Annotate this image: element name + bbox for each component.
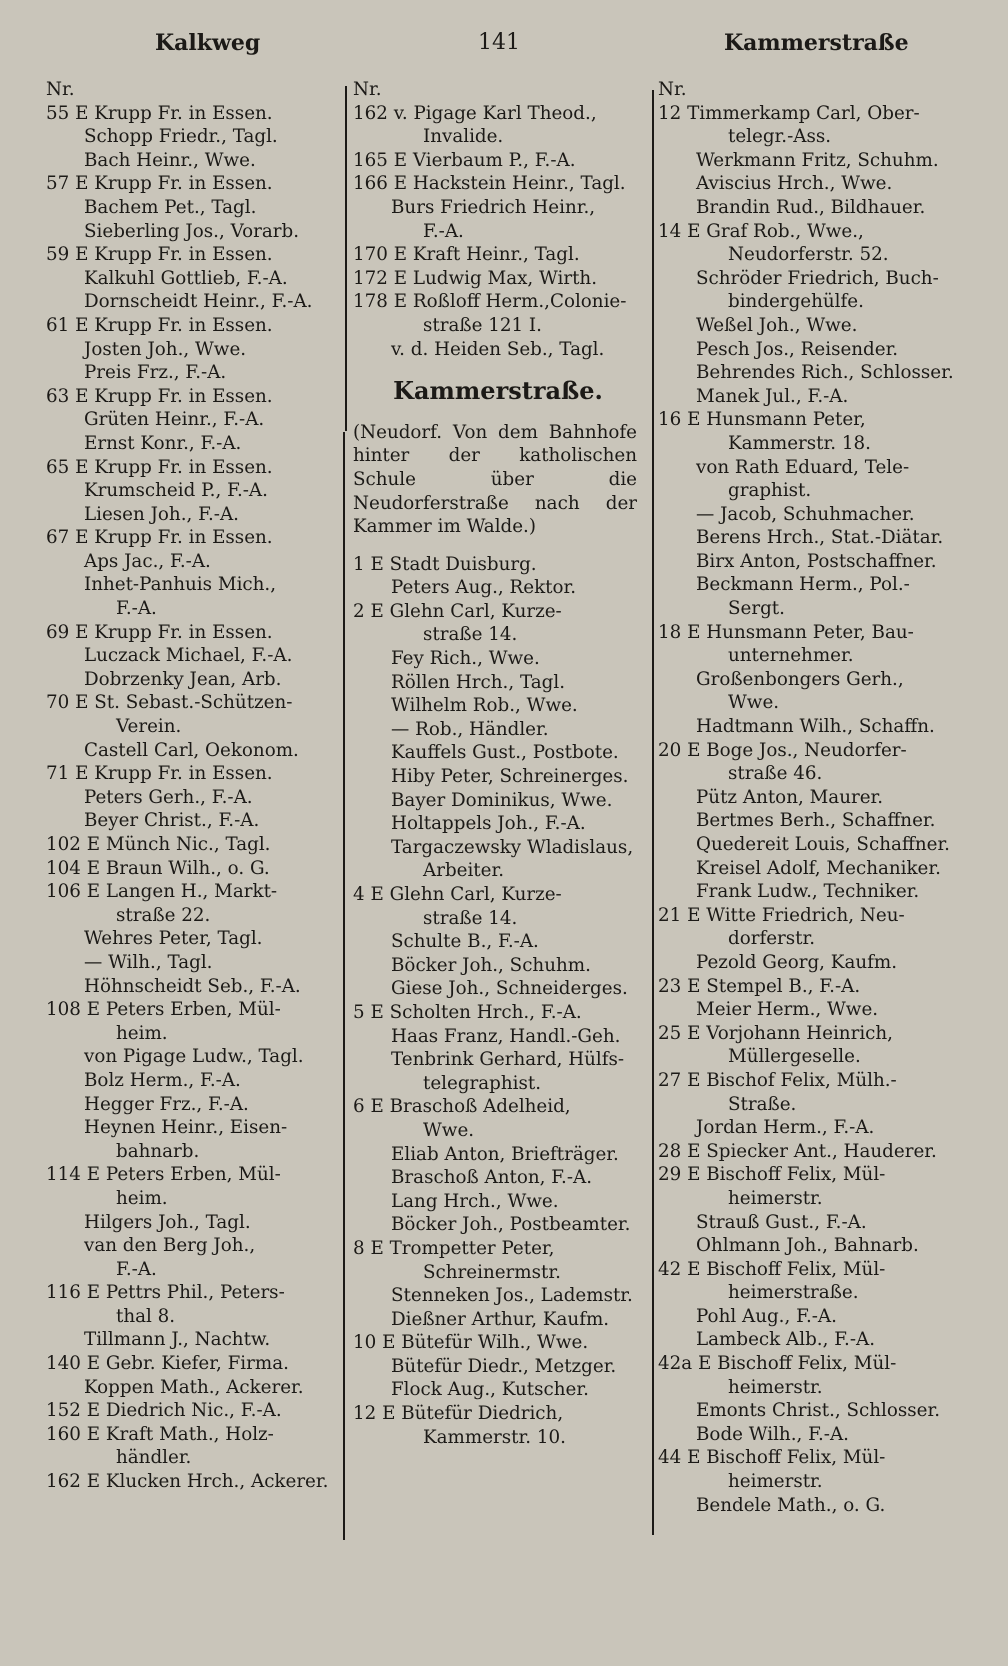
resident-entry: Kalkuhl Gottlieb, F.-A.: [84, 267, 288, 289]
resident-entry: graphist.: [728, 480, 812, 502]
resident-entry: bindergehülfe.: [728, 291, 864, 313]
resident-entry: Pütz Anton, Maurer.: [696, 786, 884, 808]
house-entry: 116 E Pettrs Phil., Peters-: [46, 1282, 285, 1304]
resident-entry: Hegger Frz., F.-A.: [84, 1093, 249, 1115]
resident-entry: Hadtmann Wilh., Schaffn.: [696, 716, 935, 738]
resident-entry: Bach Heinr., Wwe.: [84, 149, 256, 171]
resident-entry: Schreinermstr.: [423, 1261, 561, 1283]
page-number: 141: [478, 30, 520, 55]
resident-entry: Kreisel Adolf, Mechaniker.: [696, 857, 941, 879]
column-3: [658, 78, 954, 1517]
resident-entry: Fey Rich., Wwe.: [391, 648, 540, 670]
resident-entry: Flock Aug., Kutscher.: [391, 1379, 589, 1401]
resident-entry: Josten Joh., Wwe.: [84, 338, 247, 360]
house-entry: 178 E Roßloff Herm.,Colonie-: [353, 291, 627, 313]
resident-entry: Weßel Joh., Wwe.: [696, 314, 858, 336]
resident-entry: Strauß Gust., F.-A.: [696, 1211, 867, 1233]
resident-entry: Aps Jac., F.-A.: [84, 550, 211, 572]
house-entry: 160 E Kraft Math., Holz-: [46, 1423, 274, 1445]
house-entry: 55 E Krupp Fr. in Essen.: [46, 102, 273, 124]
house-entry: 108 E Peters Erben, Mül-: [46, 999, 281, 1021]
resident-entry: Schulte B., F.-A.: [391, 931, 539, 953]
resident-entry: Bode Wilh., F.-A.: [696, 1423, 849, 1445]
resident-entry: Beckmann Herm., Pol.-: [696, 574, 910, 596]
section-title: Kammerstraße.: [393, 376, 603, 406]
resident-entry: Röllen Hrch., Tagl.: [391, 671, 566, 693]
column-1: [46, 78, 336, 1494]
resident-entry: heimerstr.: [728, 1187, 823, 1209]
column-heading: Nr.: [658, 79, 687, 100]
resident-entry: Brandin Rud., Bildhauer.: [696, 196, 926, 218]
resident-entry: Pesch Jos., Reisender.: [696, 338, 899, 360]
resident-entry: Wilhelm Rob., Wwe.: [391, 695, 578, 717]
resident-entry: Eliab Anton, Briefträger.: [391, 1143, 619, 1165]
resident-entry: Luczack Michael, F.-A.: [84, 645, 293, 667]
house-entry: 162 v. Pigage Karl Theod.,: [353, 102, 597, 124]
resident-entry: straße 46.: [728, 763, 823, 785]
resident-entry: Lambeck Alb., F.-A.: [696, 1329, 876, 1351]
resident-entry: Stenneken Jos., Lademstr.: [391, 1285, 633, 1307]
resident-entry: thal 8.: [116, 1305, 176, 1327]
resident-entry: heim.: [116, 1187, 168, 1209]
resident-entry: Holtappels Joh., F.-A.: [391, 813, 586, 835]
house-entry: 16 E Hunsmann Peter,: [658, 409, 866, 431]
house-entry: 12 Timmerkamp Carl, Ober-: [658, 102, 920, 124]
house-entry: 1 E Stadt Duisburg.: [353, 553, 537, 575]
resident-entry: Peters Aug., Rektor.: [391, 577, 577, 599]
resident-entry: Tenbrink Gerhard, Hülfs-: [391, 1049, 625, 1071]
resident-entry: Koppen Math., Ackerer.: [84, 1376, 304, 1398]
resident-entry: bahnarb.: [116, 1140, 200, 1162]
resident-entry: Bayer Dominikus, Wwe.: [391, 789, 613, 811]
resident-entry: Böcker Joh., Schuhm.: [391, 954, 591, 976]
resident-entry: Böcker Joh., Postbeamter.: [391, 1214, 631, 1236]
house-entry: 63 E Krupp Fr. in Essen.: [46, 385, 273, 407]
column-divider: [343, 432, 345, 1540]
resident-entry: Tillmann J., Nachtw.: [84, 1329, 271, 1351]
resident-entry: Peters Gerh., F.-A.: [84, 786, 253, 808]
resident-entry: Pezold Georg, Kaufm.: [696, 951, 898, 973]
resident-entry: straße 121 I.: [423, 314, 542, 336]
resident-entry: telegraphist.: [423, 1072, 542, 1094]
resident-entry: Wwe.: [423, 1119, 475, 1141]
resident-entry: — Wilh., Tagl.: [84, 951, 213, 973]
house-entry: 5 E Scholten Hrch., F.-A.: [353, 1001, 582, 1023]
resident-entry: Dornscheidt Heinr., F.-A.: [84, 291, 313, 313]
resident-entry: Krumscheid P., F.-A.: [84, 480, 268, 502]
resident-entry: dorferstr.: [728, 928, 816, 950]
column-2-top-entries: [353, 78, 643, 361]
resident-entry: Aviscius Hrch., Wwe.: [696, 173, 893, 195]
resident-entry: Manek Jul., F.-A.: [696, 385, 849, 407]
house-entry: 172 E Ludwig Max, Wirth.: [353, 267, 598, 289]
resident-entry: van den Berg Joh.,: [84, 1235, 256, 1257]
resident-entry: Höhnscheidt Seb., F.-A.: [84, 975, 301, 997]
resident-entry: F.-A.: [116, 1258, 157, 1280]
resident-entry: Hilgers Joh., Tagl.: [84, 1211, 251, 1233]
house-entry: 12 E Bütefür Diedrich,: [353, 1403, 564, 1425]
resident-entry: Sergt.: [728, 598, 785, 620]
resident-entry: Kauffels Gust., Postbote.: [391, 742, 619, 764]
house-entry: 44 E Bischoff Felix, Mül-: [658, 1447, 886, 1469]
house-entry: 106 E Langen H., Markt-: [46, 881, 278, 903]
resident-entry: Straße.: [728, 1093, 797, 1115]
running-head-left: Kalkweg: [155, 30, 261, 56]
resident-entry: Schopp Friedr., Tagl.: [84, 126, 278, 148]
resident-entry: heimerstr.: [728, 1376, 823, 1398]
resident-entry: Bolz Herm., F.-A.: [84, 1069, 241, 1091]
resident-entry: Inhet-Panhuis Mich.,: [84, 574, 277, 596]
house-entry: 10 E Bütefür Wilh., Wwe.: [353, 1332, 589, 1354]
resident-entry: Bütefür Diedr., Metzger.: [391, 1355, 617, 1377]
resident-entry: Dobrzenky Jean, Arb.: [84, 668, 282, 690]
resident-entry: heimerstraße.: [728, 1282, 859, 1304]
resident-entry: von Pigage Ludw., Tagl.: [84, 1046, 304, 1068]
resident-entry: Berens Hrch., Stat.-Diätar.: [696, 527, 944, 549]
resident-entry: Giese Joh., Schneiderges.: [391, 978, 628, 1000]
house-entry: 114 E Peters Erben, Mül-: [46, 1164, 281, 1186]
resident-entry: — Jacob, Schuhmacher.: [696, 503, 915, 525]
house-entry: 140 E Gebr. Kiefer, Firma.: [46, 1353, 289, 1375]
house-entry: 25 E Vorjohann Heinrich,: [658, 1022, 893, 1044]
resident-entry: Neudorferstr. 52.: [728, 244, 889, 266]
house-entry: 8 E Trompetter Peter,: [353, 1237, 555, 1259]
house-entry: 67 E Krupp Fr. in Essen.: [46, 527, 273, 549]
house-entry: 69 E Krupp Fr. in Essen.: [46, 621, 273, 643]
resident-entry: Haas Franz, Handl.-Geh.: [391, 1025, 621, 1047]
resident-entry: Großenbongers Gerh.,: [696, 668, 904, 690]
resident-entry: Quedereit Louis, Schaffner.: [696, 834, 950, 855]
resident-entry: — Rob., Händler.: [391, 718, 549, 740]
resident-entry: heimerstr.: [728, 1471, 823, 1493]
resident-entry: unternehmer.: [728, 645, 854, 667]
house-entry: 21 E Witte Friedrich, Neu-: [658, 904, 905, 926]
resident-entry: telegr.-Ass.: [728, 126, 832, 148]
resident-entry: Müllergeselle.: [728, 1046, 861, 1068]
resident-entry: Bachem Pet., Tagl.: [84, 196, 257, 218]
resident-entry: Burs Friedrich Heinr.,: [391, 196, 596, 218]
resident-entry: Bendele Math., o. G.: [696, 1494, 886, 1516]
resident-entry: straße 14.: [423, 907, 518, 929]
resident-entry: F.-A.: [423, 220, 464, 242]
house-entry: 70 E St. Sebast.-Schützen-: [46, 692, 293, 714]
resident-entry: Grüten Heinr., F.-A.: [84, 409, 265, 431]
running-head-right: Kammerstraße: [724, 30, 909, 56]
house-entry: 2 E Glehn Carl, Kurze-: [353, 600, 562, 622]
resident-entry: Heynen Heinr., Eisen-: [84, 1117, 288, 1139]
resident-entry: Wwe.: [728, 692, 780, 714]
resident-entry: Invalide.: [423, 126, 504, 148]
column-divider: [345, 86, 347, 431]
house-entry: 71 E Krupp Fr. in Essen.: [46, 763, 273, 785]
resident-entry: Werkmann Fritz, Schuhm.: [696, 149, 939, 171]
resident-entry: Targaczewsky Wladislaus,: [391, 836, 634, 858]
resident-entry: Arbeiter.: [423, 860, 505, 882]
house-entry: 152 E Diedrich Nic., F.-A.: [46, 1400, 282, 1422]
house-entry: 61 E Krupp Fr. in Essen.: [46, 314, 273, 336]
resident-entry: Preis Frz., F.-A.: [84, 362, 227, 384]
house-entry: 162 E Klucken Hrch., Ackerer.: [46, 1471, 329, 1493]
house-entry: 166 E Hackstein Heinr., Tagl.: [353, 173, 626, 195]
house-entry: 165 E Vierbaum P., F.-A.: [353, 149, 576, 171]
resident-entry: Braschoß Anton, F.-A.: [391, 1167, 593, 1189]
column-heading: Nr.: [46, 79, 75, 100]
house-entry: 59 E Krupp Fr. in Essen.: [46, 244, 273, 266]
resident-entry: F.-A.: [116, 598, 157, 620]
house-entry: 28 E Spiecker Ant., Hauderer.: [658, 1140, 937, 1162]
house-entry: 29 E Bischoff Felix, Mül-: [658, 1164, 886, 1186]
house-entry: 102 E Münch Nic., Tagl.: [46, 834, 271, 855]
resident-entry: Kammerstr. 18.: [728, 432, 871, 454]
resident-entry: Schröder Friedrich, Buch-: [696, 267, 939, 289]
house-entry: 42 E Bischoff Felix, Mül-: [658, 1258, 886, 1280]
section-description: (Neudorf. Von dem Bahnhofe hinter der katholischen Schule über die Neudorferstraße nach der Kammer im Walde.): [353, 421, 637, 538]
resident-entry: Lang Hrch., Wwe.: [391, 1190, 559, 1212]
column-divider: [652, 90, 654, 1535]
resident-entry: Pohl Aug., F.-A.: [696, 1305, 837, 1327]
resident-entry: von Rath Eduard, Tele-: [696, 456, 910, 478]
resident-entry: Frank Ludw., Techniker.: [696, 881, 920, 903]
resident-entry: Dießner Arthur, Kaufm.: [391, 1308, 610, 1330]
house-entry: 23 E Stempel B., F.-A.: [658, 975, 861, 997]
column-heading: Nr.: [353, 79, 382, 100]
resident-entry: Kammerstr. 10.: [423, 1426, 566, 1448]
column-2-bottom-entries: [353, 553, 643, 1450]
house-entry: 42a E Bischoff Felix, Mül-: [658, 1353, 897, 1375]
column-2: [353, 78, 643, 1449]
resident-entry: Beyer Christ., F.-A.: [84, 810, 260, 832]
house-entry: 170 E Kraft Heinr., Tagl.: [353, 244, 580, 266]
house-entry: 104 E Braun Wilh., o. G.: [46, 857, 270, 879]
resident-entry: Sieberling Jos., Vorarb.: [84, 220, 300, 242]
resident-entry: Emonts Christ., Schlosser.: [696, 1400, 941, 1422]
resident-entry: Ohlmann Joh., Bahnarb.: [696, 1235, 919, 1257]
resident-entry: Castell Carl, Oekonom.: [84, 739, 299, 761]
resident-entry: händler.: [116, 1447, 192, 1469]
resident-entry: straße 22.: [116, 904, 211, 926]
house-entry: 18 E Hunsmann Peter, Bau-: [658, 621, 914, 643]
house-entry: 65 E Krupp Fr. in Essen.: [46, 456, 273, 478]
resident-entry: Hiby Peter, Schreinerges.: [391, 766, 629, 788]
house-entry: 20 E Boge Jos., Neudorfer-: [658, 739, 907, 761]
resident-entry: Bertmes Berh., Schaffner.: [696, 810, 936, 832]
resident-entry: v. d. Heiden Seb., Tagl.: [391, 338, 605, 360]
house-entry: 4 E Glehn Carl, Kurze-: [353, 884, 562, 905]
house-entry: 57 E Krupp Fr. in Essen.: [46, 173, 273, 195]
resident-entry: straße 14.: [423, 624, 518, 646]
house-entry: 27 E Bischof Felix, Mülh.-: [658, 1069, 897, 1091]
resident-entry: Wehres Peter, Tagl.: [84, 928, 263, 950]
resident-entry: Verein.: [116, 716, 182, 738]
resident-entry: Jordan Herm., F.-A.: [696, 1117, 875, 1139]
resident-entry: Birx Anton, Postschaffner.: [696, 550, 937, 572]
resident-entry: heim.: [116, 1022, 168, 1044]
resident-entry: Liesen Joh., F.-A.: [84, 503, 239, 525]
house-entry: 6 E Braschoß Adelheid,: [353, 1096, 571, 1118]
resident-entry: Ernst Konr., F.-A.: [84, 432, 242, 454]
resident-entry: Meier Herm., Wwe.: [696, 999, 879, 1021]
house-entry: 14 E Graf Rob., Wwe.,: [658, 220, 864, 242]
resident-entry: Behrendes Rich., Schlosser.: [696, 362, 954, 384]
